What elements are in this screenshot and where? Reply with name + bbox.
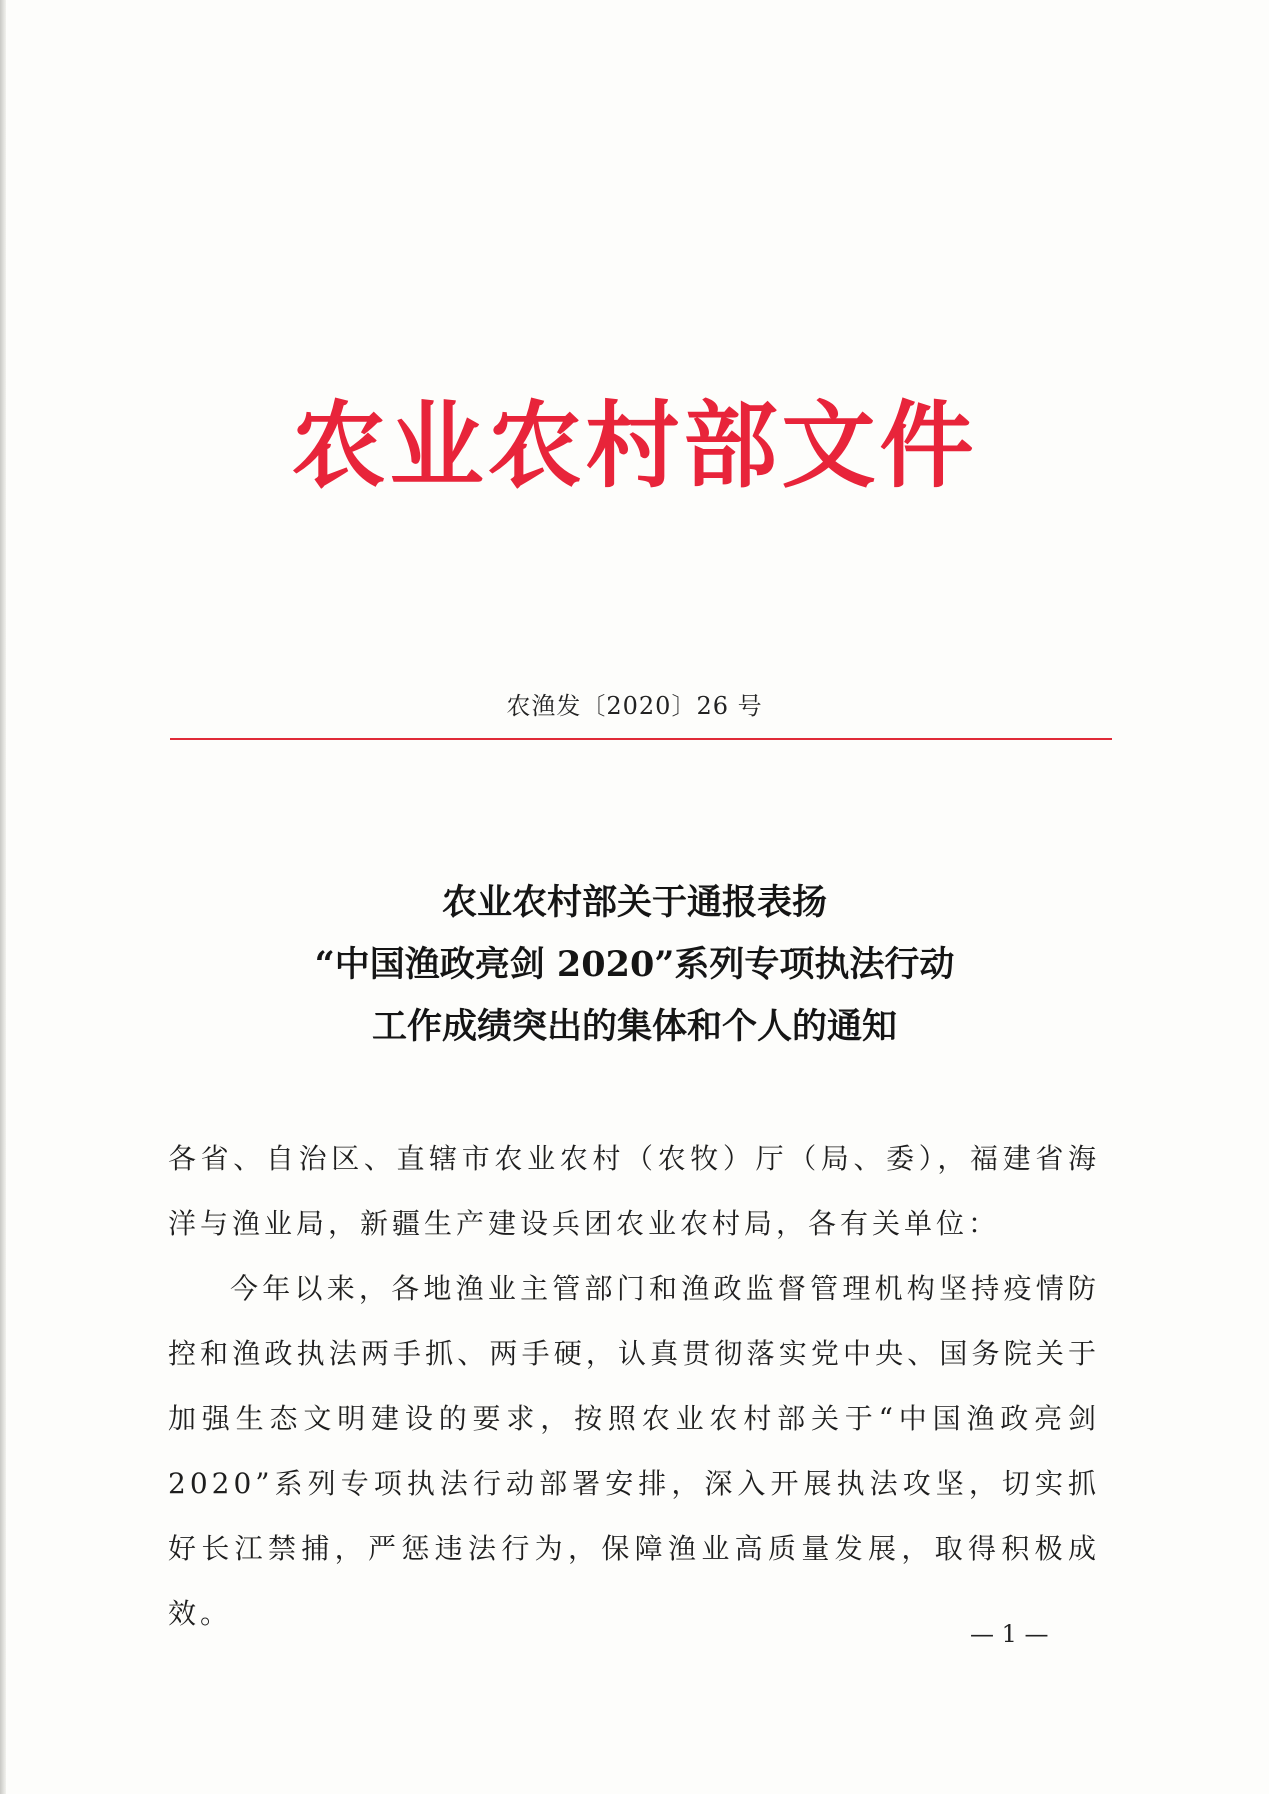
body-paragraph: 今年以来，各地渔业主管部门和渔政监督管理机构坚持疫情防控和渔政执法两手抓、两手硬，认真贯彻落实党中央、国务院关于加强生态文明建设的要求，按照农业农村部关于“中国渔政亮剑 2020”系列专项执法行动部署安排，深入开展执法攻坚，切实抓好长江禁捕，严惩违法行为，保障渔业高质量发展，取得积极成效。 (168, 1272, 1100, 1630)
salutation: 各省、自治区、直辖市农业农村（农牧）厅（局、委），福建省海洋与渔业局，新疆生产建设兵团农业农村局，各有关单位： (168, 1142, 1100, 1240)
notice-title (0, 872, 1269, 1058)
document-number: 农渔发〔2020〕26 号 (506, 692, 763, 720)
page-number: — 1 — (970, 1620, 1049, 1648)
notice-title-line-3: 工作成绩突出的集体和个人的通知 (371, 1006, 897, 1047)
notice-body (168, 1126, 1100, 1646)
red-separator-line (170, 738, 1112, 740)
agency-header-title: 农业农村部文件 (291, 392, 978, 501)
notice-title-line-2: “中国渔政亮剑 2020”系列专项执法行动 (314, 944, 955, 985)
notice-title-line-1: 农业农村部关于通报表扬 (441, 882, 827, 923)
